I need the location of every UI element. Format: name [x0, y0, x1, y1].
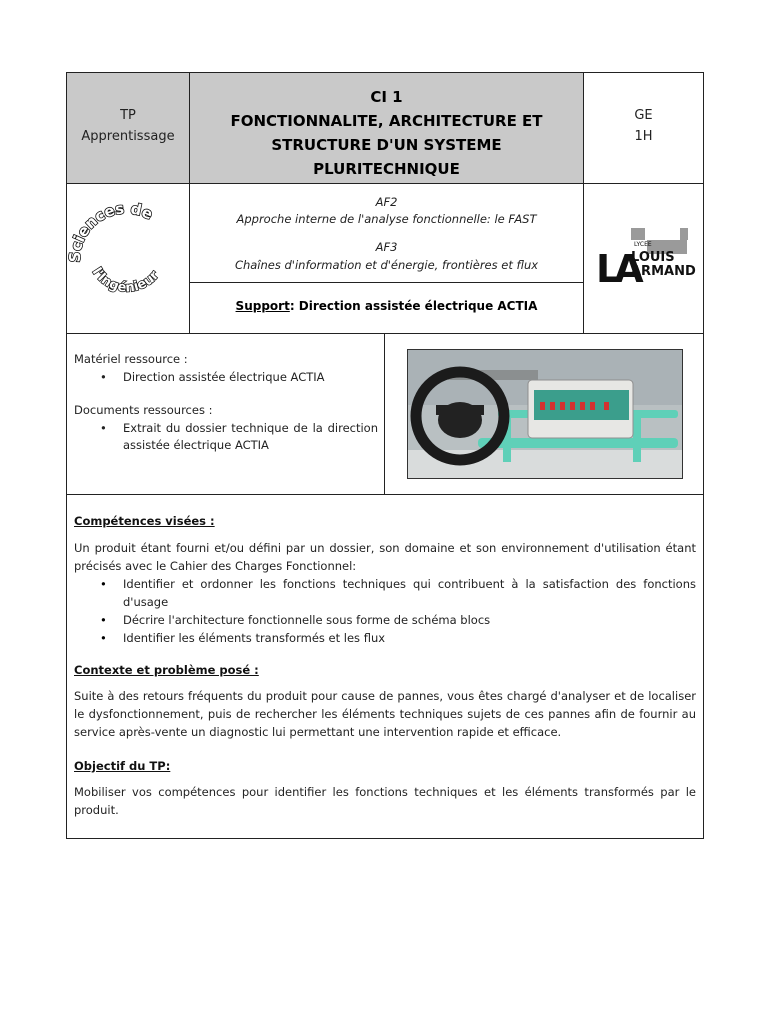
documents-label: Documents ressources :	[74, 403, 213, 417]
materiel-label: Matériel ressource :	[74, 352, 188, 366]
ci-title	[190, 85, 583, 181]
competence-item: Décrire l'architecture fonctionnelle sous forme de schéma blocs	[123, 613, 491, 627]
bullet: •	[100, 631, 107, 645]
competence-item: Identifier les éléments transformés et les flux	[123, 631, 386, 645]
tp-label	[67, 105, 189, 147]
tp-line2: Apprentissage	[81, 129, 175, 144]
contexte-title: Contexte et problème posé :	[74, 663, 259, 677]
svg-text:LA: LA	[596, 247, 638, 291]
resources-cell	[67, 334, 385, 494]
af2-text: Approche interne de l'analyse fonctionnelle: le FAST	[236, 212, 537, 226]
ci-title-line: PLURITECHNIQUE	[313, 160, 460, 178]
support-text: : Direction assistée électrique ACTIA	[289, 299, 538, 313]
objectif-title: Objectif du TP:	[74, 759, 171, 773]
ci-title-cell	[190, 73, 584, 183]
header-row	[67, 73, 703, 184]
photo-cell	[385, 334, 703, 494]
bullet: •	[100, 577, 107, 591]
bullet: •	[100, 613, 107, 627]
support-cell	[190, 282, 583, 334]
si-logo-cell	[67, 184, 190, 333]
tp-line1: TP	[120, 108, 136, 123]
competence-item: Identifier et ordonner les fonctions techniques qui contribuent à la satisfaction des fonctions d'usage	[123, 577, 696, 609]
bullet: •	[100, 421, 107, 435]
svg-text:LOUIS: LOUIS	[631, 250, 675, 265]
af3-title: AF3	[375, 240, 398, 254]
tp-cell	[67, 73, 190, 183]
materiel-item: Direction assistée électrique ACTIA	[123, 370, 325, 384]
ci-number: CI 1	[370, 88, 403, 106]
af-row	[67, 184, 703, 334]
lycee-louis-armand-logo	[584, 184, 703, 333]
ge-label	[584, 105, 703, 147]
bullet: •	[100, 370, 107, 384]
product-photo	[407, 349, 683, 479]
steering-system-image	[408, 350, 682, 478]
support-label: Support	[235, 299, 290, 313]
documents-item: Extrait du dossier technique de la direction assistée électrique ACTIA	[123, 421, 378, 452]
worksheet-table	[66, 72, 704, 839]
ge-cell	[584, 73, 703, 183]
af3-text: Chaînes d'information et d'énergie, frontières et flux	[234, 258, 539, 272]
ci-title-line: STRUCTURE D'UN SYSTEME	[271, 136, 502, 154]
content-row	[67, 495, 703, 840]
svg-text:l'Ingénieur: l'Ingénieur	[88, 265, 163, 296]
ge-line2: 1H	[634, 129, 653, 144]
ci-title-line: FONCTIONNALITE, ARCHITECTURE ET	[230, 112, 543, 130]
svg-text:Sciences de: Sciences de	[67, 199, 156, 263]
competences-title: Compétences visées :	[74, 514, 215, 528]
ge-line1: GE	[634, 108, 653, 123]
af2-title: AF2	[375, 195, 398, 209]
resources-row	[67, 334, 703, 495]
objectif-text: Mobiliser vos compétences pour identifier les fonctions techniques et les éléments transformés par le produit.	[74, 785, 696, 817]
svg-text:ARMAND: ARMAND	[631, 264, 696, 279]
contexte-text: Suite à des retours fréquents du produit pour cause de pannes, vous êtes chargé d'analyser et de localiser le dysfonctionnement, puis de rechercher les éléments techniques sujets de ces pannes afin de fournir au service après-vente un diagnostic lui permettant une intervention rapide et efficace.	[74, 689, 696, 739]
competences-intro: Un produit étant fourni et/ou défini par un dossier, son domaine et son environnement d'utilisation étant précisés avec le Cahier des Charges Fonctionnel:	[74, 541, 696, 573]
support-line	[190, 299, 583, 313]
sciences-ingenieur-logo	[67, 184, 189, 333]
school-logo-cell	[584, 184, 703, 333]
svg-text:LYCEE: LYCEE	[634, 241, 652, 248]
af-cell	[190, 184, 584, 333]
